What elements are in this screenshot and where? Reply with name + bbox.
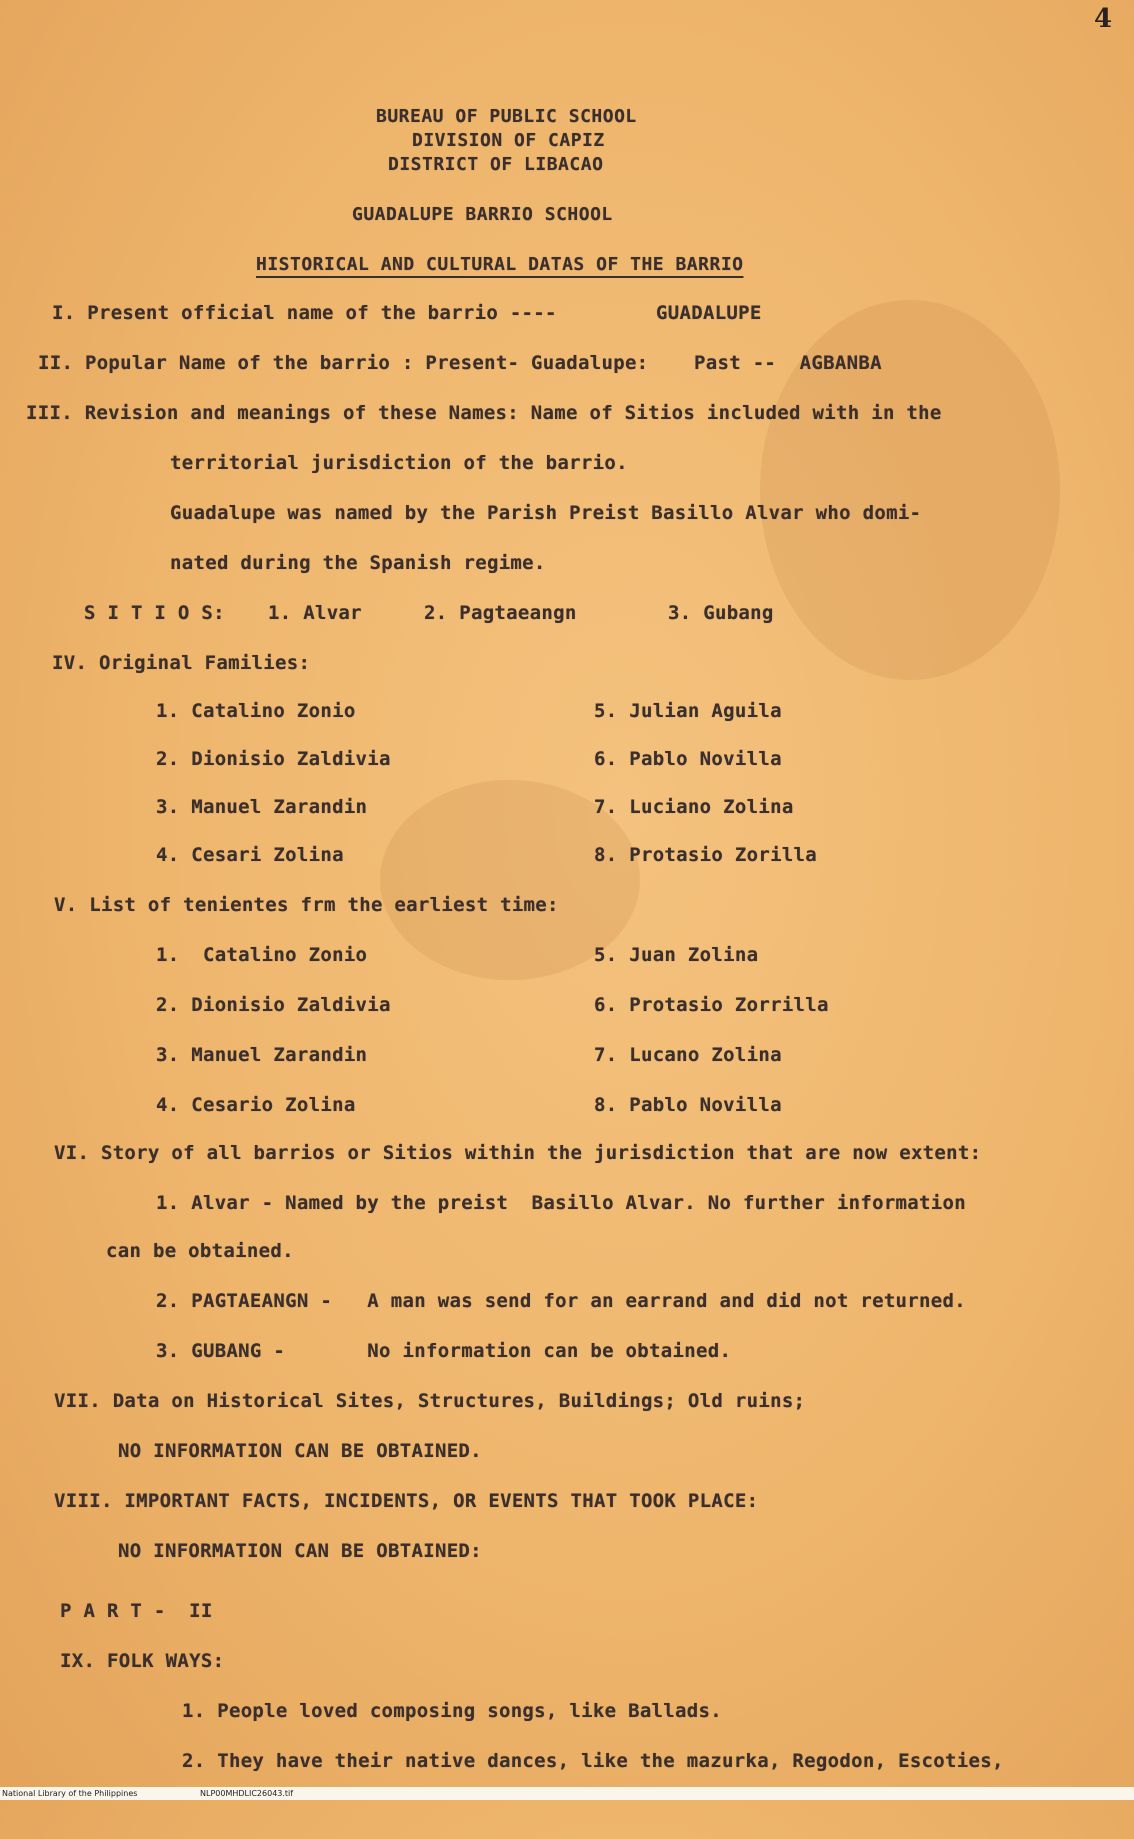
section-7-value: NO INFORMATION CAN BE OBTAINED. bbox=[118, 1440, 482, 1462]
section-8-value: NO INFORMATION CAN BE OBTAINED: bbox=[118, 1540, 482, 1562]
story-item-1: 1. Alvar - Named by the preist Basillo Alvar. No further information bbox=[156, 1192, 966, 1214]
section-1-value: GUADALUPE bbox=[656, 302, 762, 324]
sitios-label: S I T I O S: bbox=[84, 602, 225, 624]
header-school: GUADALUPE BARRIO SCHOOL bbox=[352, 204, 613, 225]
family-item: 4. Cesari Zolina bbox=[156, 844, 344, 866]
teniente-item: 4. Cesario Zolina bbox=[156, 1094, 356, 1116]
teniente-item: 7. Lucano Zolina bbox=[594, 1044, 782, 1066]
section-1-label: I. Present official name of the barrio ---- bbox=[52, 302, 557, 324]
teniente-item: 1. Catalino Zonio bbox=[156, 944, 368, 966]
header-bureau: BUREAU OF PUBLIC SCHOOL bbox=[376, 106, 637, 127]
sitio-item: 3. Gubang bbox=[668, 602, 774, 624]
page-number-mark: 4 bbox=[1094, 4, 1113, 34]
section-4-label: IV. Original Families: bbox=[52, 652, 311, 674]
section-3-line-3: Guadalupe was named by the Parish Preist Basillo Alvar who domi- bbox=[170, 502, 922, 524]
footer-file: NLP00MHDLIC26043.tif bbox=[200, 1789, 294, 1798]
section-3-line-4: nated during the Spanish regime. bbox=[170, 552, 546, 574]
document-title: HISTORICAL AND CULTURAL DATAS OF THE BARRIO bbox=[256, 254, 744, 275]
header-district: DISTRICT OF LIBACAO bbox=[388, 154, 604, 175]
folk-way-item: 2. They have their native dances, like the mazurka, Regodon, Escoties, bbox=[182, 1750, 1004, 1772]
part-2-heading: P A R T - II bbox=[60, 1600, 213, 1622]
family-item: 1. Catalino Zonio bbox=[156, 700, 356, 722]
family-item: 8. Protasio Zorilla bbox=[594, 844, 818, 866]
section-3-line-2: territorial jurisdiction of the barrio. bbox=[170, 452, 628, 474]
family-item: 2. Dionisio Zaldivia bbox=[156, 748, 391, 770]
sitio-item: 2. Pagtaeangn bbox=[424, 602, 577, 624]
section-6-label: VI. Story of all barrios or Sitios within the jurisdiction that are now extent: bbox=[54, 1142, 982, 1164]
teniente-item: 6. Protasio Zorrilla bbox=[594, 994, 829, 1016]
teniente-item: 3. Manuel Zarandin bbox=[156, 1044, 368, 1066]
section-8-label: VIII. IMPORTANT FACTS, INCIDENTS, OR EVENTS THAT TOOK PLACE: bbox=[54, 1490, 759, 1512]
section-2-past: Past -- AGBANBA bbox=[694, 352, 882, 374]
section-7-label: VII. Data on Historical Sites, Structures, Buildings; Old ruins; bbox=[54, 1390, 806, 1412]
footer-library: National Library of the Philippines bbox=[2, 1789, 138, 1798]
sitio-item: 1. Alvar bbox=[268, 602, 362, 624]
teniente-item: 2. Dionisio Zaldivia bbox=[156, 994, 391, 1016]
teniente-item: 8. Pablo Novilla bbox=[594, 1094, 782, 1116]
story-item-2: 2. PAGTAEANGN - A man was send for an earrand and did not returned. bbox=[156, 1290, 966, 1312]
section-9-label: IX. FOLK WAYS: bbox=[60, 1650, 225, 1672]
family-item: 5. Julian Aguila bbox=[594, 700, 782, 722]
section-2-label: II. Popular Name of the barrio : Present- Guadalupe: bbox=[38, 352, 649, 374]
family-item: 3. Manuel Zarandin bbox=[156, 796, 368, 818]
family-item: 7. Luciano Zolina bbox=[594, 796, 794, 818]
story-item-3: 3. GUBANG - No information can be obtained. bbox=[156, 1340, 732, 1362]
section-3-line-1: III. Revision and meanings of these Names: Name of Sitios included with in the bbox=[26, 402, 942, 424]
family-item: 6. Pablo Novilla bbox=[594, 748, 782, 770]
header-division: DIVISION OF CAPIZ bbox=[412, 130, 605, 151]
story-item-1-cont: can be obtained. bbox=[106, 1240, 294, 1262]
teniente-item: 5. Juan Zolina bbox=[594, 944, 759, 966]
section-5-label: V. List of tenientes frm the earliest time: bbox=[54, 894, 559, 916]
scan-footer bbox=[0, 1787, 1134, 1800]
folk-way-item: 1. People loved composing songs, like Ballads. bbox=[182, 1700, 722, 1722]
